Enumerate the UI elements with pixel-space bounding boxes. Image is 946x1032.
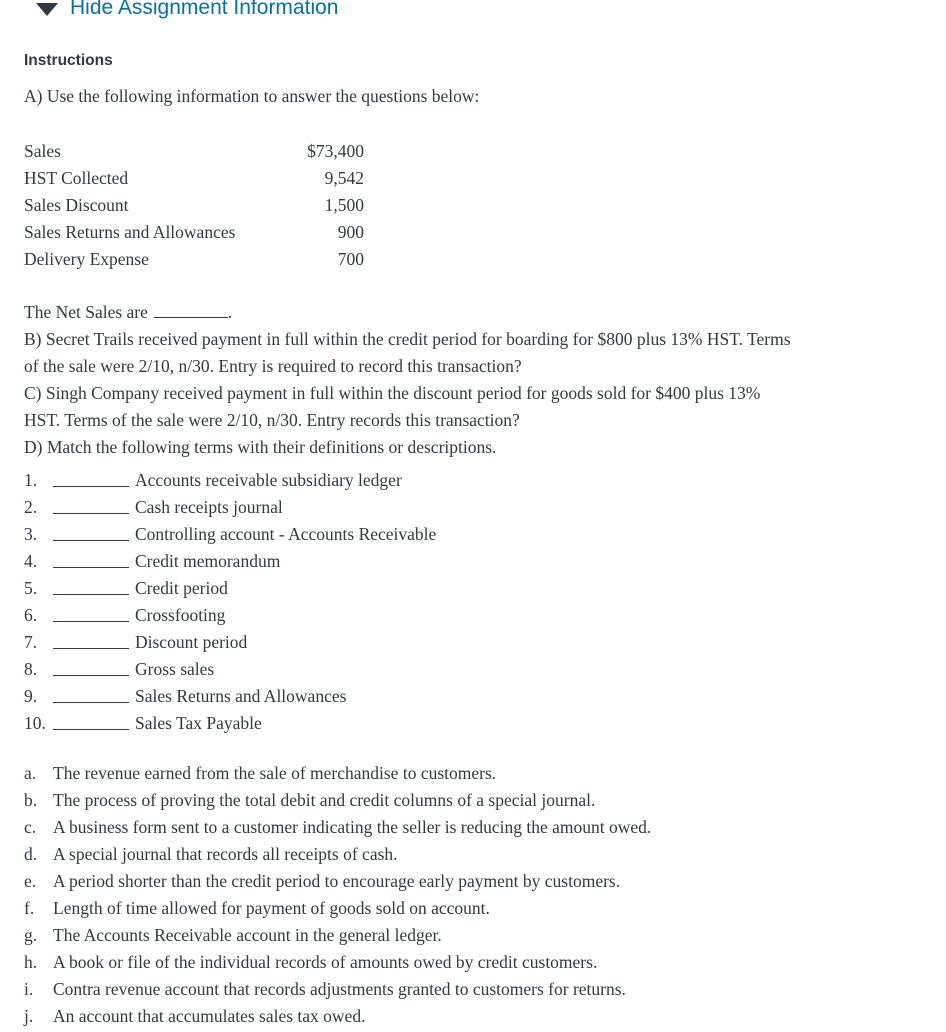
definition-letter: g. [24, 925, 38, 945]
definition-row [24, 897, 651, 924]
definition-row [24, 789, 651, 816]
part-b-line-2: of the sale were 2/10, n/30. Entry is required to record this transaction? [24, 356, 522, 376]
matching-terms-list [24, 464, 436, 734]
term-number: 5. [24, 578, 38, 598]
part-d-intro: D) Match the following terms with their definitions or descriptions. [24, 437, 497, 457]
net-sales-answer-blank[interactable] [154, 303, 228, 318]
financial-label: Sales [24, 141, 61, 161]
part-a-intro: A) Use the following information to answer the questions below: [24, 86, 480, 106]
instructions-heading: Instructions [24, 52, 113, 69]
financial-value: 700 [337, 249, 364, 269]
term-row [24, 572, 436, 599]
term-answer-blank[interactable] [53, 468, 129, 487]
term-answer-blank[interactable] [53, 630, 129, 649]
net-sales-question [24, 302, 232, 323]
term-label: Cash receipts journal [135, 497, 283, 517]
term-answer-blank[interactable] [53, 549, 129, 568]
financial-value: 900 [337, 222, 364, 242]
definition-text: The Accounts Receivable account in the general ledger. [53, 925, 442, 945]
part-b-line-1: B) Secret Trails received payment in full within the credit period for boarding for $800 plus 13% HST. Terms [24, 329, 791, 349]
term-label: Crossfooting [135, 605, 226, 625]
financial-row [24, 221, 370, 248]
term-answer-blank[interactable] [53, 522, 129, 541]
financial-label: HST Collected [24, 168, 129, 188]
term-number: 3. [24, 524, 38, 544]
definition-letter: a. [24, 763, 37, 783]
definition-letter: e. [24, 871, 37, 891]
term-row [24, 626, 436, 653]
term-answer-blank[interactable] [53, 603, 129, 622]
term-label: Controlling account - Accounts Receivable [135, 524, 437, 544]
definition-letter: i. [24, 979, 34, 999]
term-answer-blank[interactable] [53, 495, 129, 514]
financial-value: 1,500 [324, 195, 364, 215]
definition-text: A special journal that records all receipts of cash. [53, 844, 398, 864]
term-number: 4. [24, 551, 38, 571]
definition-row [24, 1005, 651, 1032]
caret-down-icon [36, 3, 58, 16]
term-number: 8. [24, 659, 38, 679]
definition-letter: h. [24, 952, 38, 972]
financial-row [24, 194, 370, 221]
definition-text: The revenue earned from the sale of merchandise to customers. [53, 763, 497, 783]
definition-letter: c. [24, 817, 37, 837]
definition-text: A period shorter than the credit period to encourage early payment by customers. [53, 871, 621, 891]
term-answer-blank[interactable] [53, 684, 129, 703]
financial-value: $73,400 [307, 141, 364, 161]
definition-text: A book or file of the individual records of amounts owed by credit customers. [53, 952, 598, 972]
term-row [24, 464, 436, 491]
definitions-list [24, 762, 651, 1032]
financial-row [24, 167, 370, 194]
financial-table [24, 140, 370, 275]
financial-label: Delivery Expense [24, 249, 149, 269]
part-c-line-1: C) Singh Company received payment in full within the discount period for goods sold for $400 plus 13% [24, 383, 761, 403]
term-row [24, 707, 436, 734]
term-number: 1. [24, 470, 38, 490]
term-answer-blank[interactable] [53, 576, 129, 595]
term-row [24, 545, 436, 572]
term-answer-blank[interactable] [53, 657, 129, 676]
part-c-line-2: HST. Terms of the sale were 2/10, n/30. Entry records this transaction? [24, 410, 520, 430]
term-label: Gross sales [135, 659, 215, 679]
financial-row [24, 140, 370, 167]
hide-assignment-info-toggle[interactable] [36, 0, 338, 24]
term-label: Sales Returns and Allowances [135, 686, 347, 706]
definition-letter: j. [24, 1006, 34, 1026]
term-label: Accounts receivable subsidiary ledger [135, 470, 402, 490]
toggle-label[interactable]: Hide Assignment Information [70, 0, 339, 19]
definition-text: Length of time allowed for payment of goods sold on account. [53, 898, 490, 918]
definition-letter: d. [24, 844, 38, 864]
term-number: 7. [24, 632, 38, 652]
term-number: 2. [24, 497, 38, 517]
definition-letter: b. [24, 790, 38, 810]
term-number: 9. [24, 686, 38, 706]
term-label: Sales Tax Payable [135, 713, 262, 733]
term-row [24, 491, 436, 518]
definition-text: Contra revenue account that records adjustments granted to customers for returns. [53, 979, 626, 999]
definition-letter: f. [24, 898, 35, 918]
term-row [24, 680, 436, 707]
definition-row [24, 762, 651, 789]
financial-label: Sales Discount [24, 195, 129, 215]
definition-row [24, 924, 651, 951]
definition-row [24, 978, 651, 1005]
definition-row [24, 816, 651, 843]
term-row [24, 599, 436, 626]
definition-text: The process of proving the total debit and credit columns of a special journal. [53, 790, 596, 810]
definition-row [24, 951, 651, 978]
net-sales-prompt: The Net Sales are [24, 302, 148, 322]
term-label: Discount period [135, 632, 248, 652]
financial-label: Sales Returns and Allowances [24, 222, 236, 242]
term-row [24, 518, 436, 545]
definition-row [24, 843, 651, 870]
term-label: Credit period [135, 578, 228, 598]
definition-row [24, 870, 651, 897]
definition-text: A business form sent to a customer indicating the seller is reducing the amount owed. [53, 817, 652, 837]
definition-text: An account that accumulates sales tax owed. [53, 1006, 366, 1026]
financial-row [24, 248, 370, 275]
term-number: 10. [24, 713, 46, 733]
term-answer-blank[interactable] [53, 711, 129, 730]
term-label: Credit memorandum [135, 551, 281, 571]
financial-value: 9,542 [324, 168, 364, 188]
term-number: 6. [24, 605, 38, 625]
net-sales-suffix: . [227, 302, 233, 322]
term-row [24, 653, 436, 680]
